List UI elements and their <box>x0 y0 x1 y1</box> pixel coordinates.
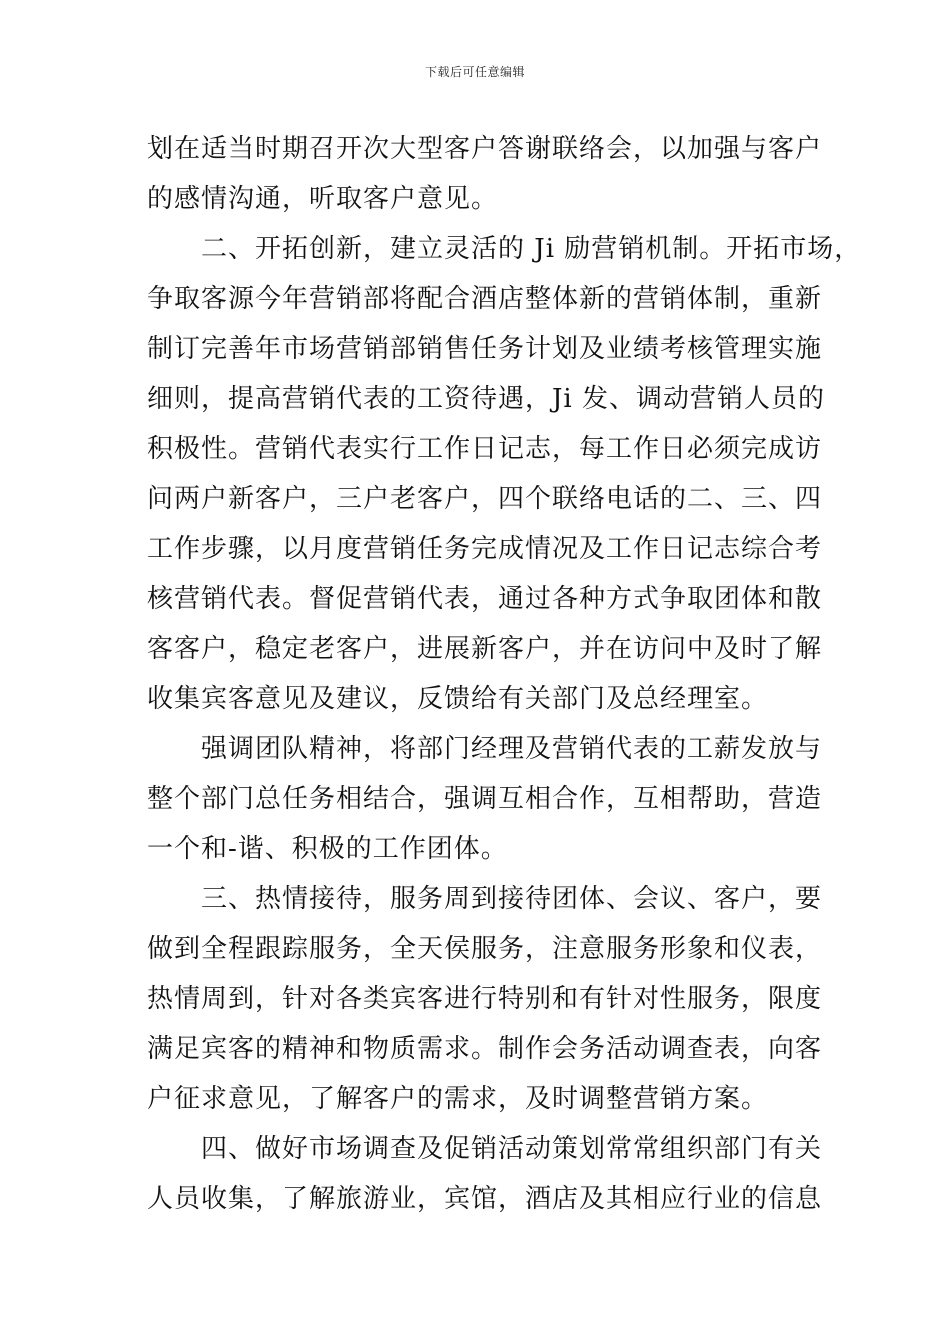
paragraph-start-line: 三、热情接待，服务周到接待团体、会议、客户，要 <box>201 884 823 914</box>
text-line: 制订完善年市场营销部销售任务计划及业绩考核管理实施 <box>147 334 823 364</box>
text-line: 细则，提高营销代表的工资待遇，Ji 发、调动营销人员的 <box>147 384 826 414</box>
text-line: 划在适当时期召开次大型客户答谢联络会，以加强与客户 <box>147 134 823 164</box>
text-line: 争取客源今年营销部将配合酒店整体新的营销体制，重新 <box>147 284 823 314</box>
text-line: 的感情沟通，听取客户意见。 <box>147 184 499 214</box>
paragraph-start-line: 二、开拓创新，建立灵活的 Ji 励营销机制。开拓市场， <box>201 234 862 264</box>
text-line: 核营销代表。督促营销代表，通过各种方式争取团体和散 <box>147 584 823 614</box>
text-line: 客客户，稳定老客户，进展新客户，并在访问中及时了解 <box>147 634 823 664</box>
document-body <box>147 124 862 1224</box>
page-header: 下载后可任意编辑 <box>424 65 525 79</box>
paragraph-start-line: 四、做好市场调查及促销活动策划常常组织部门有关 <box>201 1134 823 1164</box>
paragraph-start-line: 强调团队精神，将部门经理及营销代表的工薪发放与 <box>201 734 823 764</box>
text-line: 一个和-谐、积极的工作团体。 <box>147 834 508 864</box>
text-line: 收集宾客意见及建议，反馈给有关部门及总经理室。 <box>147 684 769 714</box>
text-line: 做到全程跟踪服务，全天侯服务，注意服务形象和仪表， <box>147 934 823 964</box>
text-line: 问两户新客户，三户老客户，四个联络电话的二、三、四 <box>147 484 823 514</box>
text-line: 户征求意见，了解客户的需求，及时调整营销方案。 <box>147 1084 769 1114</box>
text-line: 热情周到，针对各类宾客进行特别和有针对性服务，限度 <box>147 984 823 1014</box>
text-line: 整个部门总任务相结合，强调互相合作，互相帮助，营造 <box>147 784 823 814</box>
text-line: 人员收集，了解旅游业，宾馆，酒店及其相应行业的信息 <box>147 1184 823 1214</box>
text-line: 工作步骤，以月度营销任务完成情况及工作日记志综合考 <box>147 534 823 564</box>
text-line: 满足宾客的精神和物质需求。制作会务活动调查表，向客 <box>147 1034 823 1064</box>
text-line: 积极性。营销代表实行工作日记志，每工作日必须完成访 <box>147 434 823 464</box>
